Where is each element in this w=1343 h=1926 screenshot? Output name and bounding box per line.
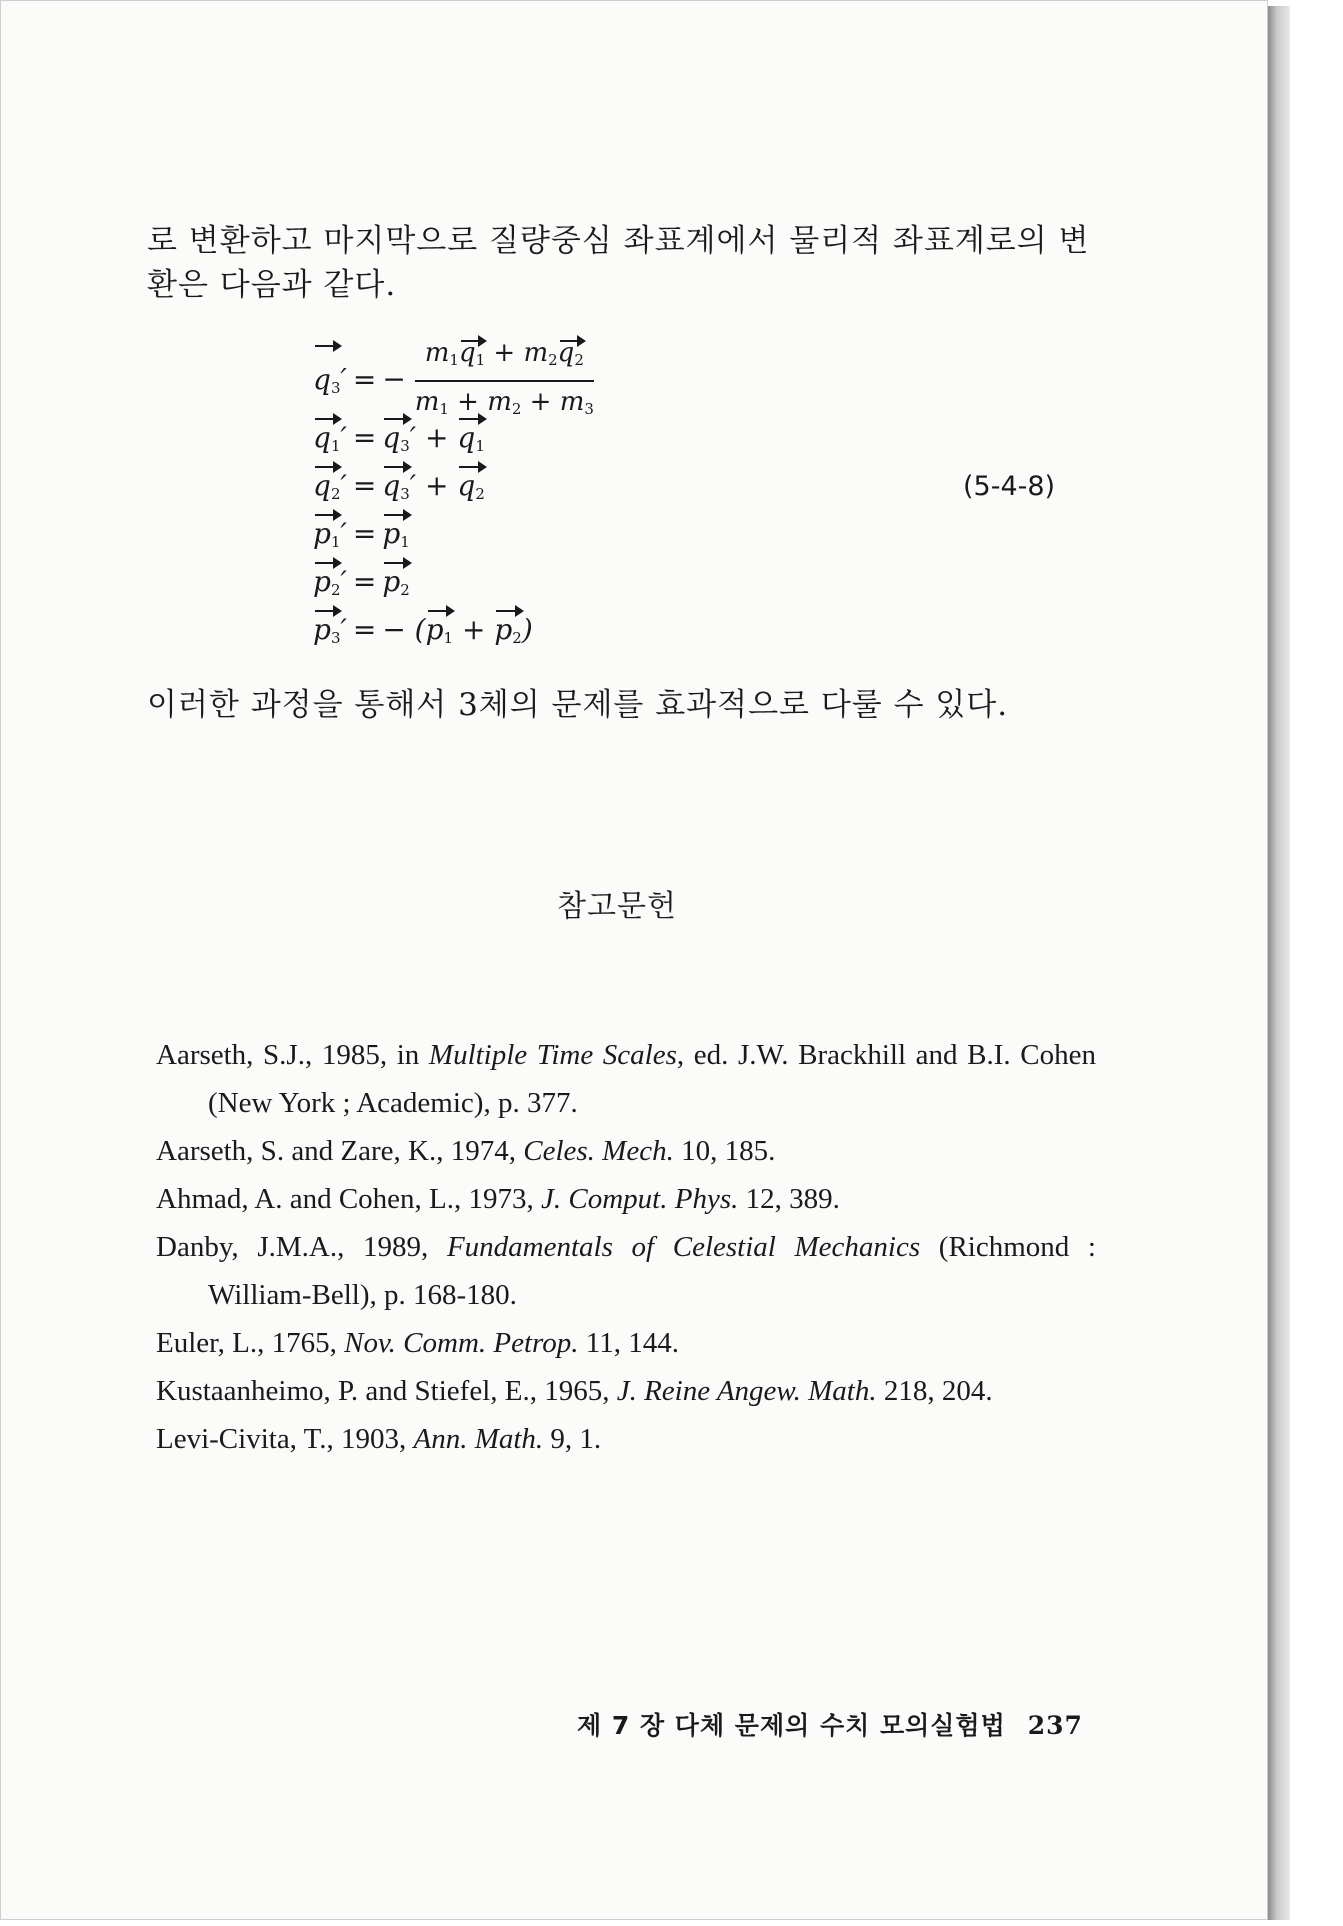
chapter-title: 제 7 장 다체 문제의 수치 모의실험법: [577, 1711, 1006, 1740]
equation-q3-prime: $q_3'$ = − $\frac{m_1q_1 + m_2q_2}{m_1 + m_2 + m_3}$: [313, 336, 673, 414]
reference-item: Aarseth, S. and Zare, K., 1974, Celes. Mech. 10, 185.: [156, 1135, 776, 1167]
reference-item: Kustaanheimo, P. and Stiefel, E., 1965, J. Reine Angew. Math. 218, 204.: [156, 1375, 993, 1407]
reference-item: Levi-Civita, T., 1903, Ann. Math. 9, 1.: [156, 1423, 602, 1455]
page-edge-shadow: [1268, 6, 1290, 1920]
intro-paragraph: 로 변환하고 마지막으로 질량중심 좌표계에서 물리적 좌표계로의 변환은 다음과 같다.: [147, 223, 1090, 303]
reference-item: Danby, J.M.A., 1989, Fundamentals of Celestial Mechanics (Richmond : William-Bell), p. 168-180.: [156, 1231, 1096, 1311]
page-number: 237: [1027, 1711, 1083, 1740]
equation-q1-prime: $q_1' = q_3' + q_1$: [313, 414, 673, 462]
equation-p2-prime: $p_2' = p_2$: [313, 558, 673, 606]
reference-item: Aarseth, S.J., 1985, in Multiple Time Scales, ed. J.W. Brackhill and B.I. Cohen (New York ; Academic), p. 377.: [156, 1039, 1096, 1119]
conclusion-paragraph: 이러한 과정을 통해서 3체의 문제를 효과적으로 다룰 수 있다.: [147, 687, 1009, 723]
equation-q2-prime: $q_2' = q_3' + q_2$: [313, 462, 673, 510]
page-footer: [577, 1706, 1083, 1742]
reference-item: Euler, L., 1765, Nov. Comm. Petrop. 11, 144.: [156, 1327, 679, 1359]
equation-p3-prime: $p_3'$ = − $(p_1 + p_2)$: [313, 606, 673, 654]
equation-number: (5-4-8): [963, 471, 1056, 502]
references-heading: 참고문헌: [557, 889, 677, 924]
equation-block: [313, 336, 673, 654]
reference-item: Ahmad, A. and Cohen, L., 1973, J. Comput. Phys. 12, 389.: [156, 1183, 840, 1215]
reference-list: [156, 1031, 1096, 1463]
equation-p1-prime: $p_1' = p_1$: [313, 510, 673, 558]
